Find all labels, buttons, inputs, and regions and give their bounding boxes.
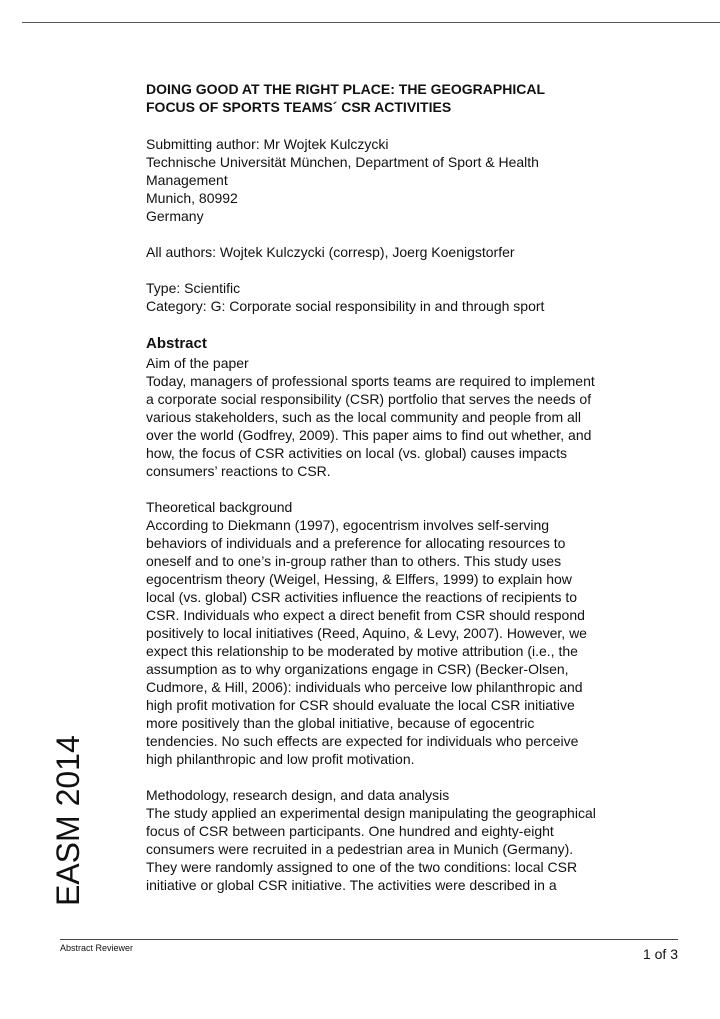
- theory-line: tendencies. No such effects are expected for individuals who perceive: [146, 733, 579, 749]
- theory-line: According to Diekmann (1997), egocentrism involves self-serving: [146, 517, 550, 533]
- theory-line: egocentrism theory (Weigel, Hessing, & Elffers, 1999) to explain how: [146, 571, 572, 587]
- aim-heading: Aim of the paper: [146, 355, 249, 371]
- theory-line: oneself and to one’s in-group rather than to others. This study uses: [146, 553, 562, 569]
- top-rule: [22, 22, 720, 23]
- bottom-rule: [60, 939, 678, 940]
- theory-line: high profit motivation for CSR should evaluate the local CSR initiative: [146, 697, 575, 713]
- aim-line: a corporate social responsibility (CSR) portfolio that serves the needs of: [146, 391, 592, 407]
- theory-line: positively to local initiatives (Reed, Aquino, & Levy, 2007). However, we: [146, 625, 587, 641]
- theory-line: high philanthropic and low profit motivation.: [146, 751, 415, 767]
- title-line: DOING GOOD AT THE RIGHT PLACE: THE GEOGRAPHICAL: [146, 81, 545, 97]
- aim-line: consumers’ reactions to CSR.: [146, 463, 331, 479]
- theory-line: CSR. Individuals who expect a direct benefit from CSR should respond: [146, 607, 585, 623]
- side-label: EASM 2014: [50, 735, 86, 906]
- aim-line: how, the focus of CSR activities on local (vs. global) causes impacts: [146, 445, 567, 461]
- method-line: consumers were recruited in a pedestrian area in Munich (Germany).: [146, 841, 574, 857]
- footer-reviewer-label: Abstract Reviewer: [60, 943, 134, 953]
- method-line: They were randomly assigned to one of the two conditions: local CSR: [146, 859, 578, 875]
- author-line: Germany: [146, 208, 204, 224]
- title-line: FOCUS OF SPORTS TEAMS´ CSR ACTIVITIES: [146, 99, 452, 115]
- category-line: Category: G: Corporate social responsibility in and through sport: [146, 298, 545, 314]
- theory-line: more positively than the global initiative, because of egocentric: [146, 715, 535, 731]
- page-number: 1 of 3: [642, 946, 678, 962]
- aim-line: various stakeholders, such as the local community and people from all: [146, 409, 581, 425]
- abstract-heading: Abstract: [146, 335, 207, 352]
- aim-line: Today, managers of professional sports teams are required to implement: [146, 373, 595, 389]
- document-body: [146, 80, 666, 894]
- aim-line: over the world (Godfrey, 2009). This paper aims to find out whether, and: [146, 427, 592, 443]
- method-line: The study applied an experimental design manipulating the geographical: [146, 805, 596, 821]
- theory-line: Cudmore, & Hill, 2006): individuals who perceive low philanthropic and: [146, 679, 583, 695]
- author-line: Management: [146, 172, 228, 188]
- theory-line: local (vs. global) CSR activities influence the reactions of recipients to: [146, 589, 578, 605]
- author-line: Submitting author: Mr Wojtek Kulczycki: [146, 136, 389, 152]
- method-line: focus of CSR between participants. One hundred and eighty-eight: [146, 823, 554, 839]
- method-line: initiative or global CSR initiative. The activities were described in a: [146, 877, 557, 893]
- author-line: Technische Universität München, Department of Sport & Health: [146, 154, 539, 170]
- theory-heading: Theoretical background: [146, 499, 293, 515]
- type-line: Type: Scientific: [146, 280, 241, 296]
- method-heading: Methodology, research design, and data analysis: [146, 787, 450, 803]
- theory-line: expect this relationship to be moderated by motive attribution (i.e., the: [146, 643, 578, 659]
- theory-line: behaviors of individuals and a preference for allocating resources to: [146, 535, 566, 551]
- theory-line: assumption as to why organizations engage in CSR) (Becker-Olsen,: [146, 661, 569, 677]
- paper-title: [146, 80, 666, 116]
- author-block: [146, 135, 666, 894]
- author-line: Munich, 80992: [146, 190, 238, 206]
- all-authors: All authors: Wojtek Kulczycki (corresp), Joerg Koenigstorfer: [146, 244, 515, 260]
